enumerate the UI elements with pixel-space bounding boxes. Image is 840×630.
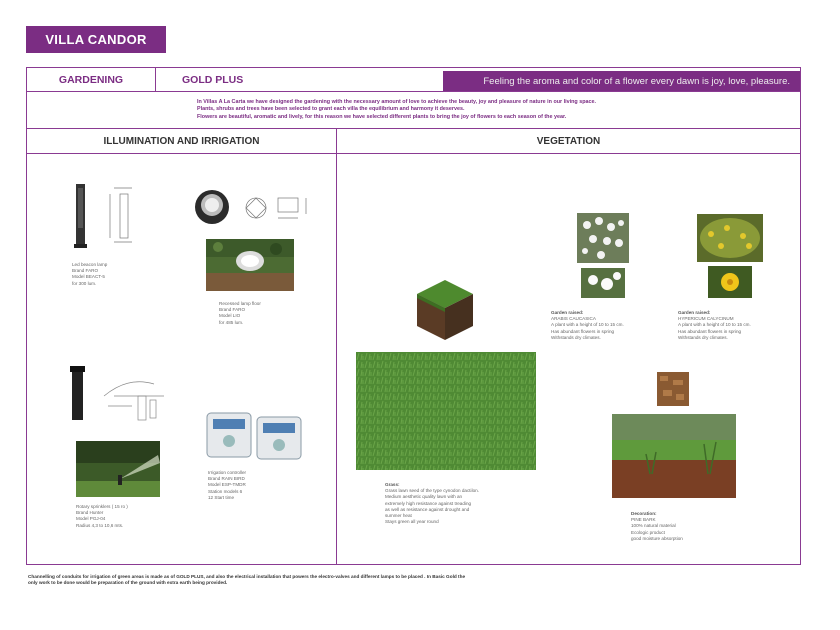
arabis-flower-photo bbox=[581, 268, 625, 298]
vegetation-heading: VEGETATION bbox=[337, 129, 800, 154]
intro-text bbox=[27, 92, 800, 129]
plan-label: GOLD PLUS bbox=[182, 73, 244, 86]
hypericum-flower-photo bbox=[708, 266, 752, 298]
intro-line: Plants, shrubs and trees have been selected to grant each villa the equilibrium and harmony it deserves. bbox=[197, 106, 465, 113]
pine-bark-photo bbox=[657, 372, 689, 406]
bollard-lamp-image bbox=[68, 180, 132, 250]
decoration-caption: Decoration: PINE BARK 100% natural material Ecologic product good moisture absorption bbox=[631, 511, 683, 541]
recessed-lamp-caption: Recessed lamp floor Brand FARO Model LIO for 485 lum. bbox=[219, 301, 261, 325]
arabis-plant-photo bbox=[577, 213, 629, 263]
brand-tag: VILLA CANDOR bbox=[26, 26, 166, 53]
illumination-irrigation-heading: ILLUMINATION AND IRRIGATION bbox=[27, 129, 337, 154]
header-row bbox=[27, 68, 800, 92]
hypericum-caption: Garden raised: HYPERICUM CALYCINUM A plant with a height of 10 to 15 cm. Has abundant flowers in spring Withstands dry climates. bbox=[678, 310, 751, 340]
arabis-caption: Garden raised: ARABIS CAUCASICA A plant with a height of 10 to 15 cm. Has abundant flowers in spring Withstands dry climates. bbox=[551, 310, 624, 340]
controller-caption: Irrigation controller Brand RAIN BIRD Model ESP-TMDR Station models 6 12 Start time bbox=[208, 470, 247, 500]
recessed-lamp-image bbox=[194, 188, 314, 230]
lawn-photo bbox=[356, 352, 536, 470]
column-divider bbox=[336, 154, 337, 564]
intro-line: In Villas A La Carta we have designed the gardening with the necessary amount of love to achieve the beauty, joy and pleasure of nature in our living space. bbox=[197, 99, 597, 106]
sprinkler-caption: Rotary sprinklers ( 15 ro ) Brand Hunter Model PGJ-04 Radius 4,3 to 10,6 mts. bbox=[76, 504, 128, 528]
slogan-banner: Feeling the aroma and color of a flower every dawn is joy, love, pleasure. bbox=[443, 71, 800, 91]
intro-line: Flowers are beautiful, aromatic and lively, for this reason we have selected different plants to bring the joy of flowers to each season of the year. bbox=[197, 113, 567, 120]
sprinkler-diagram-image bbox=[68, 366, 172, 428]
grass-caption: Grass: Grass lawn seed of the type cynodon dactilon. Medium aesthetic quality lawn with an extremely high resistance against treading as well as resistance against drought and summer heat Stays green all year round bbox=[385, 482, 479, 525]
sprinkler-photo bbox=[76, 441, 160, 497]
bollard-caption: Led beacon lamp Brand FARO Model BEACT-5 for 300 lum. bbox=[72, 262, 108, 286]
irrigation-controller-image bbox=[205, 411, 305, 461]
grass-soil-block-image bbox=[417, 278, 473, 342]
hypericum-shrub-photo bbox=[697, 214, 763, 262]
section-label: GARDENING bbox=[27, 68, 156, 91]
recessed-lamp-photo bbox=[206, 239, 294, 291]
garden-bed-photo bbox=[612, 414, 736, 498]
footer-note: Channelling of conduits for irrigation of green areas is made as of GOLD PLUS, and also the electrical installation that powers the electro-valves and different lamps to be placed . In Basic Gold the only work to be done would be preparation of the ground with extra earth being provided. bbox=[28, 574, 466, 586]
